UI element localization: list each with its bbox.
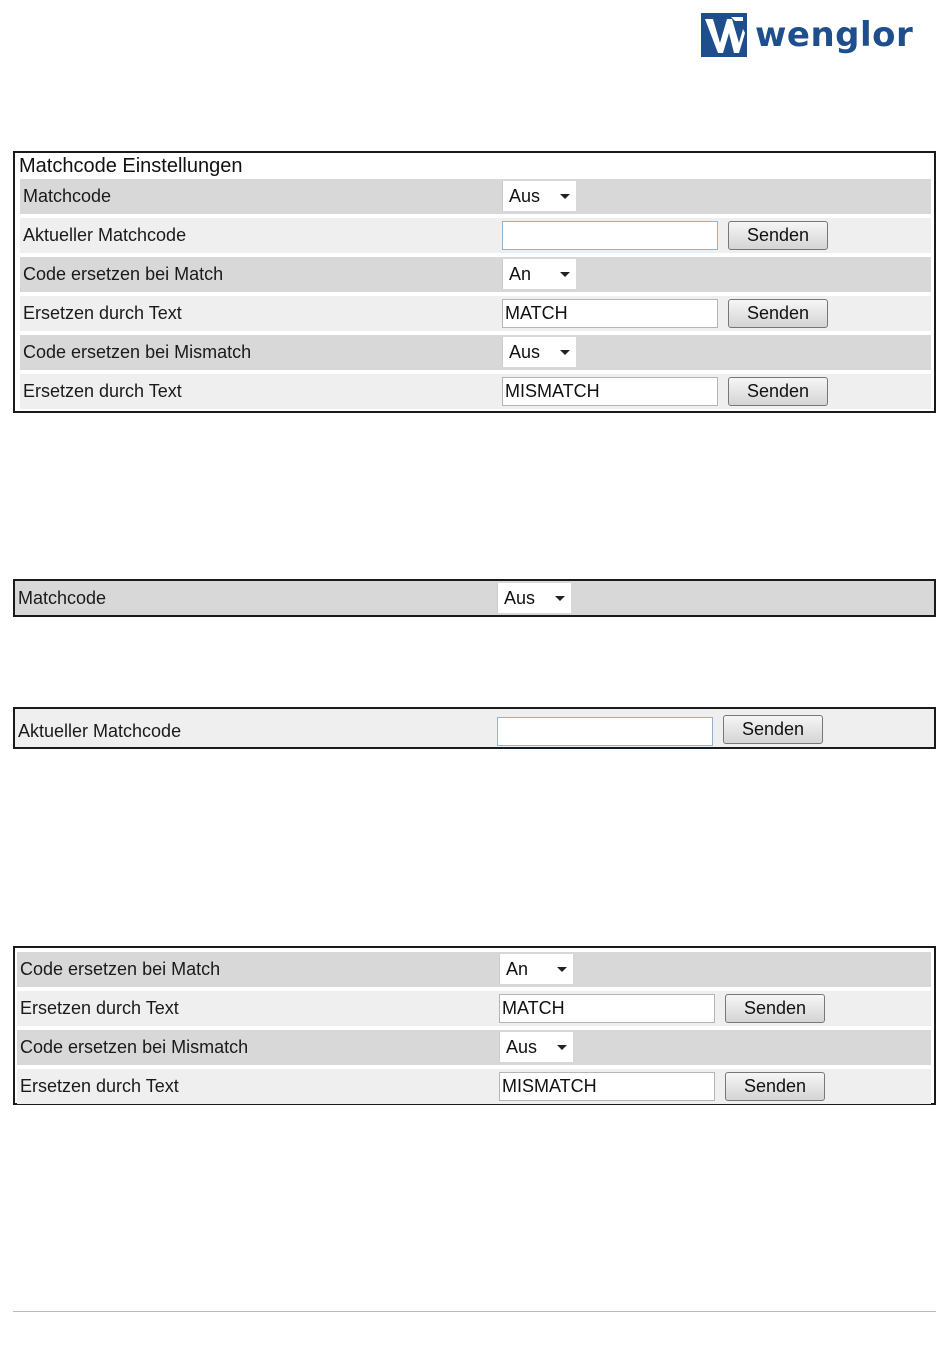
row-mismatch-text: [17, 1069, 931, 1104]
row-replace-on-match: [20, 257, 931, 292]
replace-on-match-value: An: [509, 264, 532, 284]
row-replace-on-mismatch: [20, 335, 931, 370]
mismatch-text-input[interactable]: MISMATCH: [499, 1072, 715, 1101]
matchcode-label: Matchcode: [18, 588, 107, 608]
wenglor-logo-icon: [701, 13, 747, 57]
replace-on-mismatch-value: Aus: [509, 342, 541, 362]
match-text-input[interactable]: MATCH: [502, 299, 718, 328]
row-current-matchcode: [15, 709, 934, 747]
current-matchcode-panel: [13, 707, 936, 749]
dropdown-arrow-icon: [555, 596, 565, 601]
row-match-text: [20, 296, 931, 331]
row-mismatch-text: [20, 374, 931, 409]
row-replace-on-mismatch: [17, 1030, 931, 1065]
matchcode-panel: [13, 579, 936, 617]
dropdown-arrow-icon: [557, 1045, 567, 1050]
replace-on-mismatch-label: Code ersetzen bei Mismatch: [20, 1037, 249, 1057]
matchcode-select[interactable]: [497, 583, 571, 613]
matchcode-select-value: Aus: [504, 588, 536, 608]
replace-on-match-select[interactable]: [502, 259, 576, 289]
brand-name: wenglor: [755, 15, 914, 55]
match-text-input[interactable]: MATCH: [499, 994, 715, 1023]
replace-on-match-label: Code ersetzen bei Match: [20, 959, 221, 979]
mismatch-text-label: Ersetzen durch Text: [23, 381, 182, 401]
matchcode-select-value: Aus: [509, 186, 541, 206]
dropdown-arrow-icon: [560, 272, 570, 277]
replace-on-mismatch-value: Aus: [506, 1037, 538, 1057]
row-matchcode: [15, 581, 934, 615]
replace-on-mismatch-label: Code ersetzen bei Mismatch: [23, 342, 252, 362]
row-replace-on-match: [17, 952, 931, 987]
current-matchcode-label: Aktueller Matchcode: [18, 721, 182, 741]
footer-divider: [13, 1311, 936, 1312]
row-current-matchcode: [20, 218, 931, 253]
wenglor-logo: [701, 12, 939, 58]
dropdown-arrow-icon: [560, 194, 570, 199]
replace-on-match-select[interactable]: [499, 954, 573, 984]
panel-title: Matchcode Einstellungen: [19, 155, 243, 177]
send-button[interactable]: Senden: [728, 221, 828, 250]
replace-on-match-value: An: [506, 959, 529, 979]
matchcode-label: Matchcode: [23, 186, 112, 206]
row-matchcode: [20, 179, 931, 214]
send-button[interactable]: Senden: [725, 994, 825, 1023]
send-button[interactable]: Senden: [723, 715, 823, 744]
dropdown-arrow-icon: [560, 350, 570, 355]
current-matchcode-label: Aktueller Matchcode: [23, 225, 187, 245]
match-text-label: Ersetzen durch Text: [20, 998, 179, 1018]
replace-settings-panel: [13, 946, 936, 1105]
replace-on-match-label: Code ersetzen bei Match: [23, 264, 224, 284]
send-button[interactable]: Senden: [725, 1072, 825, 1101]
dropdown-arrow-icon: [557, 967, 567, 972]
row-match-text: [17, 991, 931, 1026]
current-matchcode-input[interactable]: [497, 717, 713, 746]
matchcode-settings-panel: [13, 151, 936, 413]
replace-on-mismatch-select[interactable]: [499, 1032, 573, 1062]
mismatch-text-label: Ersetzen durch Text: [20, 1076, 179, 1096]
send-button[interactable]: Senden: [728, 299, 828, 328]
mismatch-text-input[interactable]: MISMATCH: [502, 377, 718, 406]
matchcode-select[interactable]: [502, 181, 576, 211]
replace-on-mismatch-select[interactable]: [502, 337, 576, 367]
current-matchcode-input[interactable]: [502, 221, 718, 250]
match-text-label: Ersetzen durch Text: [23, 303, 182, 323]
send-button[interactable]: Senden: [728, 377, 828, 406]
